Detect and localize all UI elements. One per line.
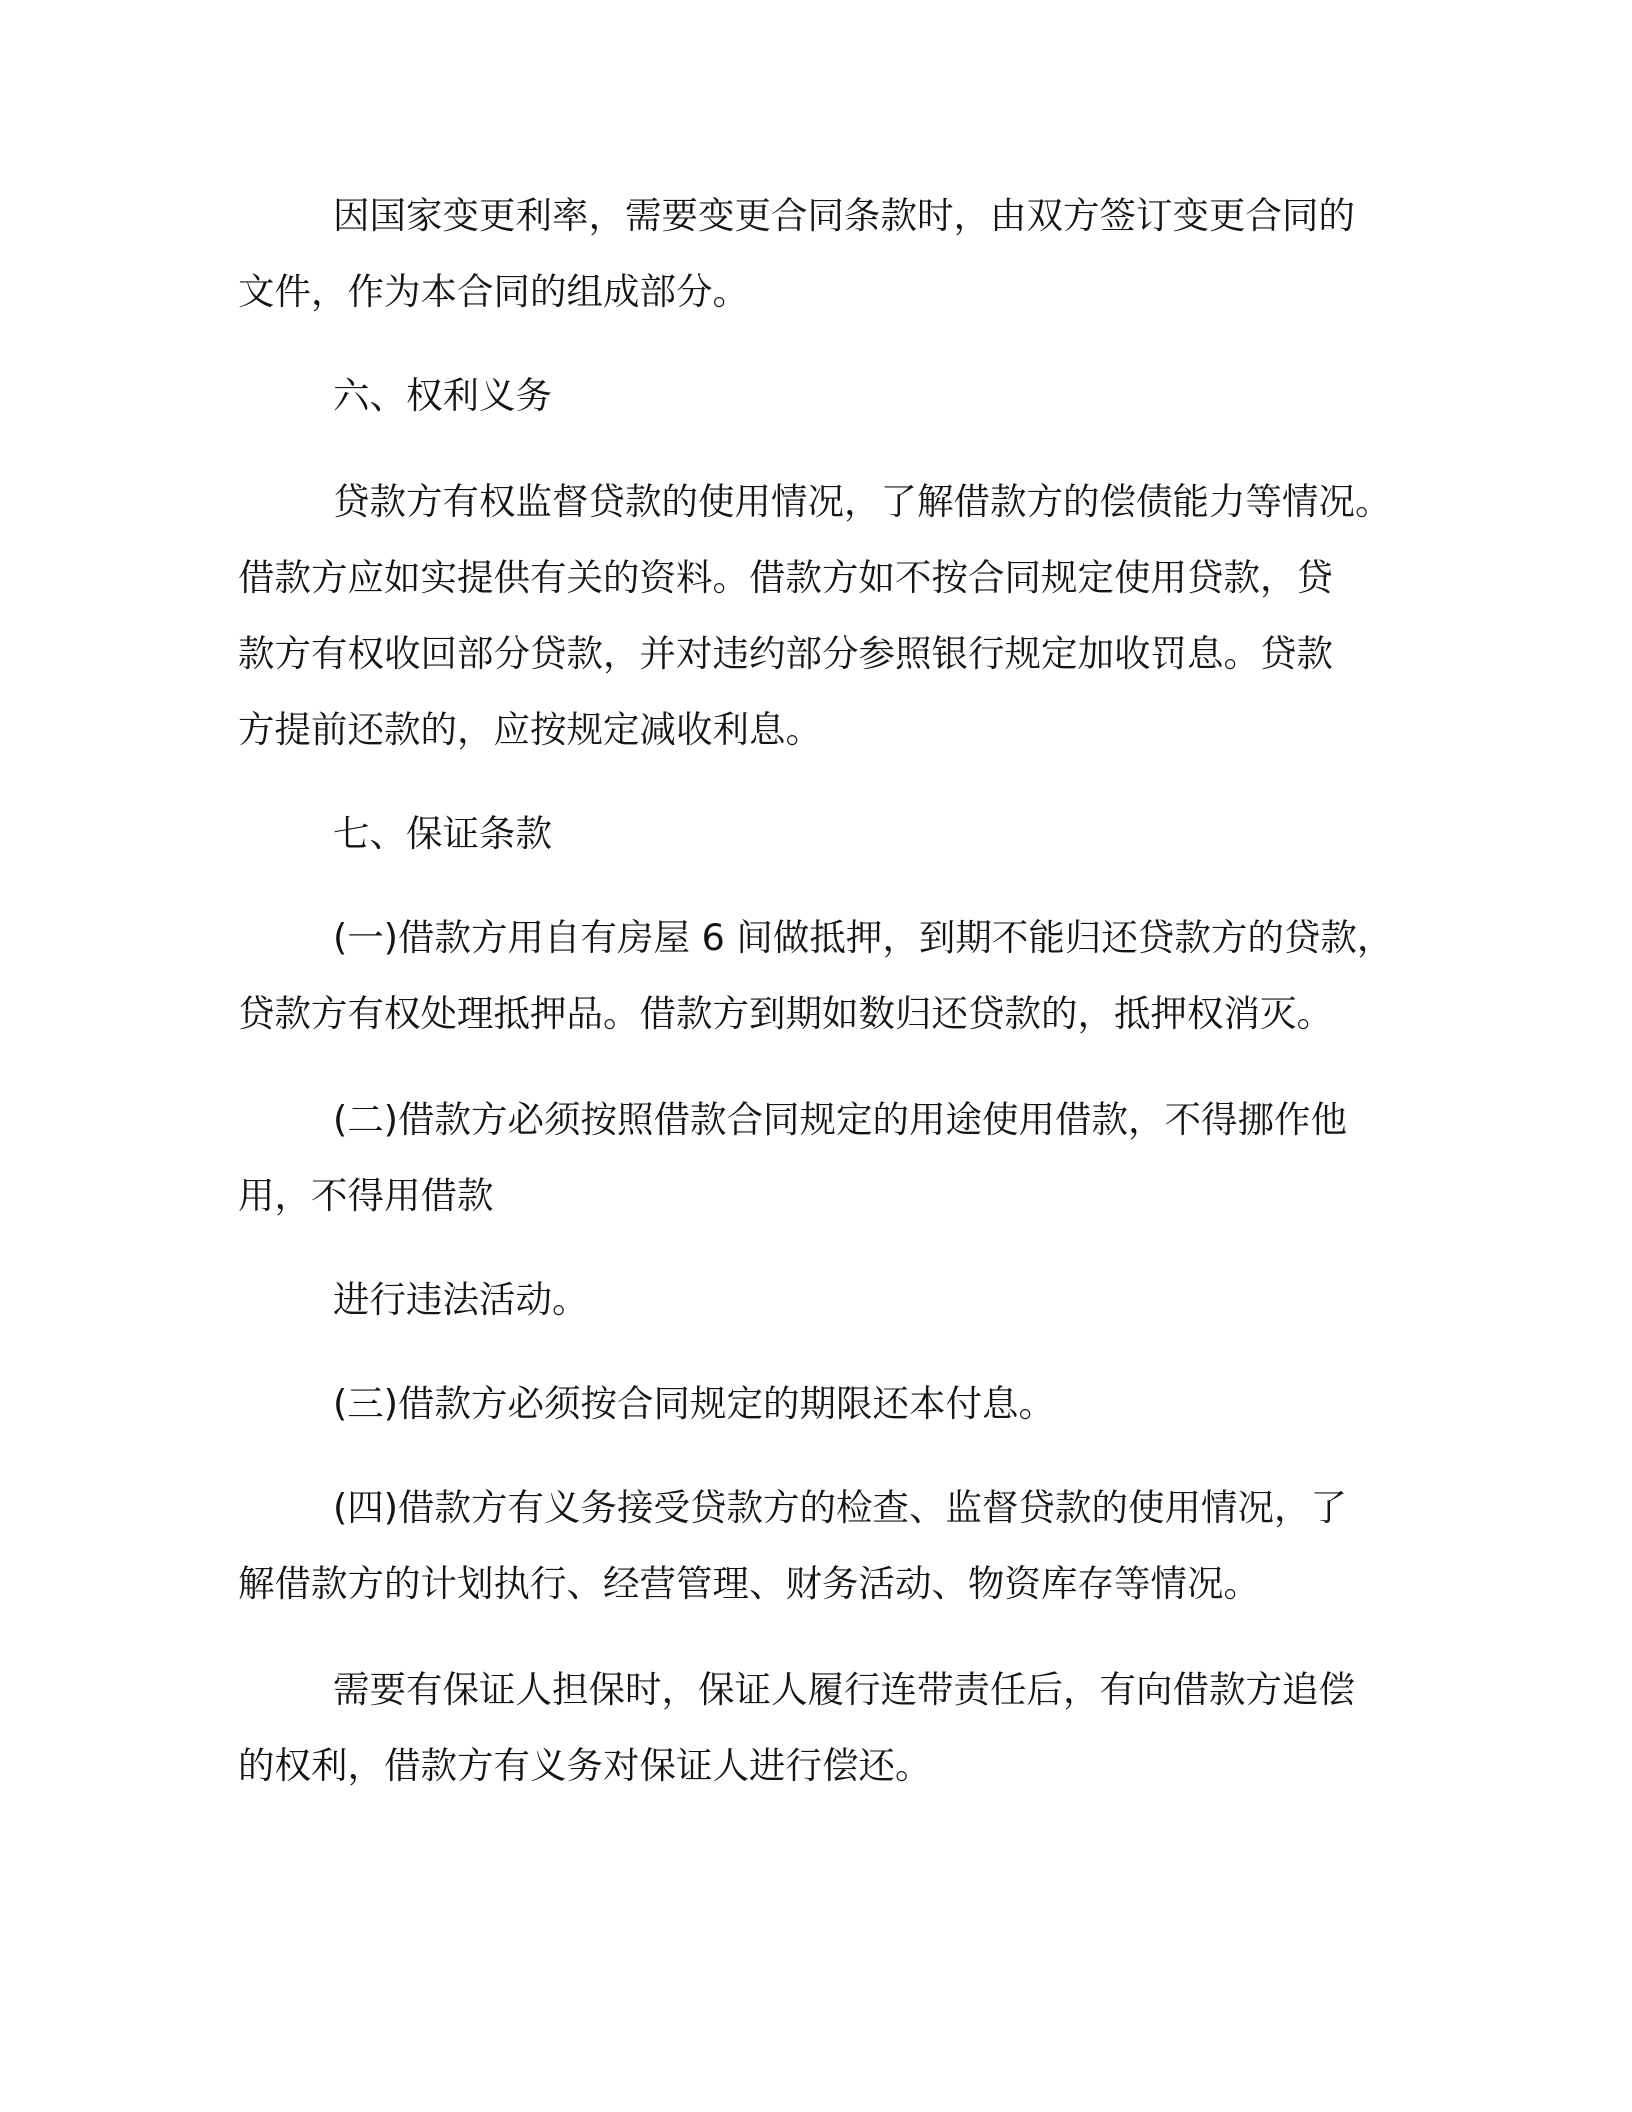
paragraph-line: 需要有保证人担保时，保证人履行连带责任后，有向借款方追偿 bbox=[333, 1668, 1355, 1711]
paragraph-line: 贷款方有权处理抵押品。借款方到期如数归还贷款的，抵押权消灭。 bbox=[238, 992, 1333, 1035]
paragraph-line: 款方有权收回部分贷款，并对违约部分参照银行规定加收罚息。贷款 bbox=[238, 632, 1333, 675]
paragraph-line: (二)借款方必须按照借款合同规定的用途使用借款，不得挪作他 bbox=[333, 1098, 1347, 1141]
section-heading: 七、保证条款 bbox=[333, 812, 552, 855]
paragraph-line: 因国家变更利率，需要变更合同条款时，由双方签订变更合同的 bbox=[333, 194, 1355, 237]
paragraph-line: 贷款方有权监督贷款的使用情况，了解借款方的偿债能力等情况。 bbox=[333, 480, 1392, 523]
paragraph-line: 方提前还款的，应按规定减收利息。 bbox=[238, 708, 822, 751]
paragraph-line: 文件，作为本合同的组成部分。 bbox=[238, 270, 749, 313]
paragraph-line: 用，不得用借款 bbox=[238, 1174, 494, 1217]
section-heading: 六、权利义务 bbox=[333, 374, 552, 417]
paragraph-line: 的权利，借款方有义务对保证人进行偿还。 bbox=[238, 1744, 932, 1787]
paragraph-line: 进行违法活动。 bbox=[333, 1278, 589, 1321]
paragraph-line: (一)借款方用自有房屋 6 间做抵押，到期不能归还贷款方的贷款， bbox=[333, 916, 1394, 959]
paragraph-line: (四)借款方有义务接受贷款方的检查、监督贷款的使用情况，了 bbox=[333, 1486, 1347, 1529]
paragraph-line: 解借款方的计划执行、经营管理、财务活动、物资库存等情况。 bbox=[238, 1562, 1260, 1605]
paragraph-line: (三)借款方必须按合同规定的期限还本付息。 bbox=[333, 1382, 1055, 1425]
paragraph-line: 借款方应如实提供有关的资料。借款方如不按合同规定使用贷款，贷 bbox=[238, 556, 1333, 599]
